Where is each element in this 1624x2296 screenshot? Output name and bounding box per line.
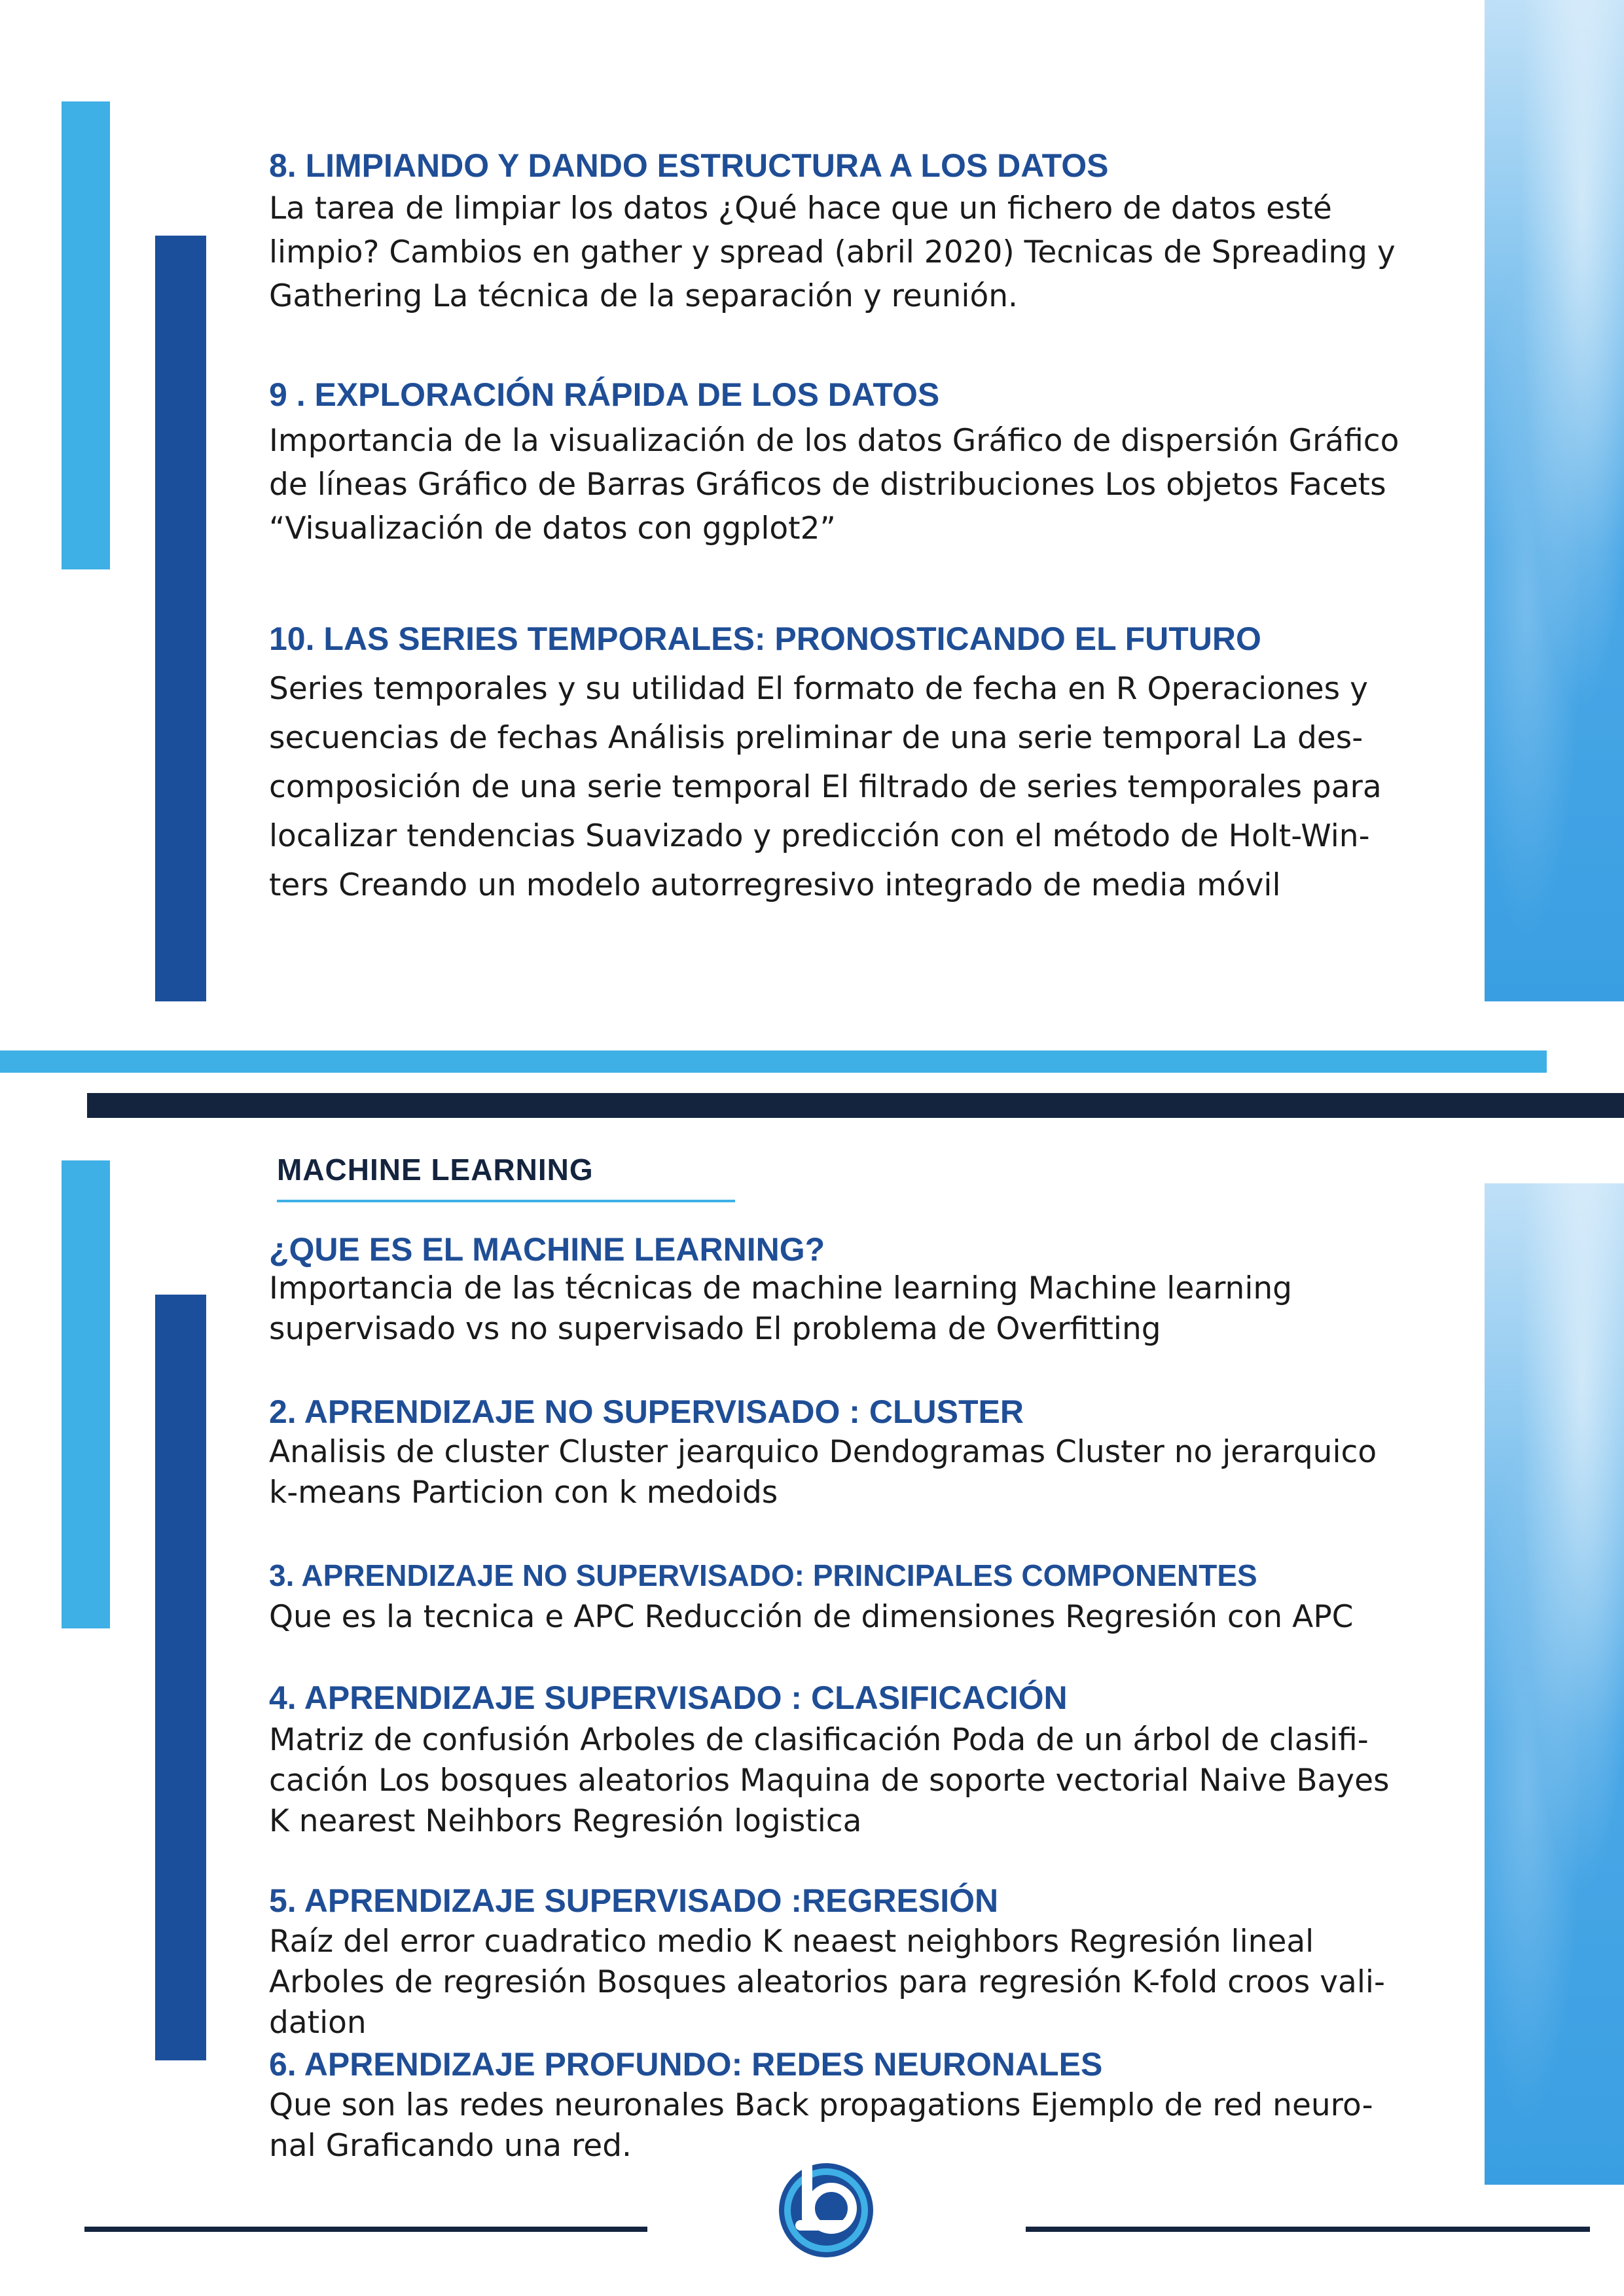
text-line: Analisis de cluster Cluster jearquico Dendogramas Cluster no jerarquico — [269, 1434, 1377, 1470]
text-line: “Visualización de datos con ggplot2” — [269, 511, 836, 547]
section-title: MACHINE LEARNING — [277, 1153, 594, 1187]
text-line: Arboles de regresión Bosques aleatorios para regresión K-fold croos vali- — [269, 1964, 1385, 2000]
text-line: k-means Particion con k medoids — [269, 1475, 778, 1511]
paragraph-ml-2 — [269, 1432, 1421, 1513]
text-line: K nearest Neihbors Regresión logistica — [269, 1803, 862, 1839]
accent-bar-top-dark — [155, 236, 206, 1001]
text-line: Matriz de confusión Arboles de clasificación Poda de un árbol de clasifi- — [269, 1722, 1369, 1758]
text-line: Que son las redes neuronales Back propagations Ejemplo de red neuro- — [269, 2087, 1373, 2123]
text-line: dation — [269, 2005, 367, 2041]
text-line: Raíz del error cuadratico medio K neaest neighbors Regresión lineal — [269, 1924, 1314, 1960]
paragraph-section-8 — [269, 187, 1431, 318]
accent-bar-bottom-light — [62, 1160, 110, 1628]
accent-bar-top-light — [62, 101, 110, 569]
accent-bar-bottom-dark — [155, 1295, 206, 2060]
text-line: Gathering La técnica de la separación y reunión. — [269, 278, 1018, 314]
separator-dark — [87, 1093, 1624, 1118]
footer-line-left — [84, 2227, 647, 2232]
section-title-underline — [277, 1200, 735, 1202]
heading-section-9: 9 . EXPLORACIÓN RÁPIDA DE LOS DATOS — [269, 376, 940, 413]
paragraph-ml-4 — [269, 1720, 1421, 1842]
heading-what-is-ml: ¿QUE ES EL MACHINE LEARNING? — [269, 1231, 825, 1268]
text-line: composición de una serie temporal El filtrado de series temporales para — [269, 769, 1382, 805]
text-line: de líneas Gráfico de Barras Gráficos de distribuciones Los objetos Facets — [269, 467, 1386, 503]
heading-ml-5: 5. APRENDIZAJE SUPERVISADO :REGRESIÓN — [269, 1882, 999, 1919]
text-line: localizar tendencias Suavizado y predicción con el método de Holt-Win- — [269, 818, 1370, 854]
heading-section-8: 8. LIMPIANDO Y DANDO ESTRUCTURA A LOS DATOS — [269, 147, 1109, 184]
paragraph-what-is-ml — [269, 1268, 1421, 1350]
text-line: Importancia de las técnicas de machine learning Machine learning — [269, 1270, 1293, 1306]
text-line: secuencias de fechas Análisis preliminar de una serie temporal La des- — [269, 720, 1363, 756]
paragraph-ml-3 — [269, 1597, 1421, 1638]
text-line: ters Creando un modelo autorregresivo integrado de media móvil — [269, 867, 1281, 903]
heading-ml-2: 2. APRENDIZAJE NO SUPERVISADO : CLUSTER — [269, 1393, 1024, 1430]
text-line: Series temporales y su utilidad El formato de fecha en R Operaciones y — [269, 671, 1368, 707]
text-line: cación Los bosques aleatorios Maquina de soporte vectorial Naive Bayes — [269, 1763, 1390, 1799]
paragraph-section-9 — [269, 419, 1431, 550]
text-line: La tarea de limpiar los datos ¿Qué hace que un fichero de datos esté — [269, 190, 1332, 226]
text-line: Importancia de la visualización de los datos Gráfico de dispersión Gráfico — [269, 423, 1399, 459]
heading-ml-6: 6. APRENDIZAJE PROFUNDO: REDES NEURONALES — [269, 2046, 1103, 2083]
photo-strip-bottom — [1485, 1183, 1624, 2185]
text-line: nal Graficando una red. — [269, 2128, 632, 2164]
text-line: Que es la tecnica e APC Reducción de dimensiones Regresión con APC — [269, 1599, 1354, 1635]
paragraph-ml-5 — [269, 1922, 1421, 2043]
text-line: limpio? Cambios en gather y spread (abril 2020) Tecnicas de Spreading y — [269, 234, 1396, 270]
heading-ml-3: 3. APRENDIZAJE NO SUPERVISADO: PRINCIPALES COMPONENTES — [269, 1558, 1257, 1592]
footer-line-right — [1026, 2227, 1590, 2232]
company-logo-icon — [776, 2148, 874, 2263]
paragraph-section-10 — [269, 664, 1431, 910]
separator-light — [0, 1050, 1547, 1073]
text-line: supervisado vs no supervisado El problema de Overfitting — [269, 1311, 1161, 1347]
heading-ml-4: 4. APRENDIZAJE SUPERVISADO : CLASIFICACIÓN — [269, 1679, 1068, 1716]
photo-strip-top — [1485, 0, 1624, 1001]
heading-section-10: 10. LAS SERIES TEMPORALES: PRONOSTICANDO EL FUTURO — [269, 620, 1261, 657]
